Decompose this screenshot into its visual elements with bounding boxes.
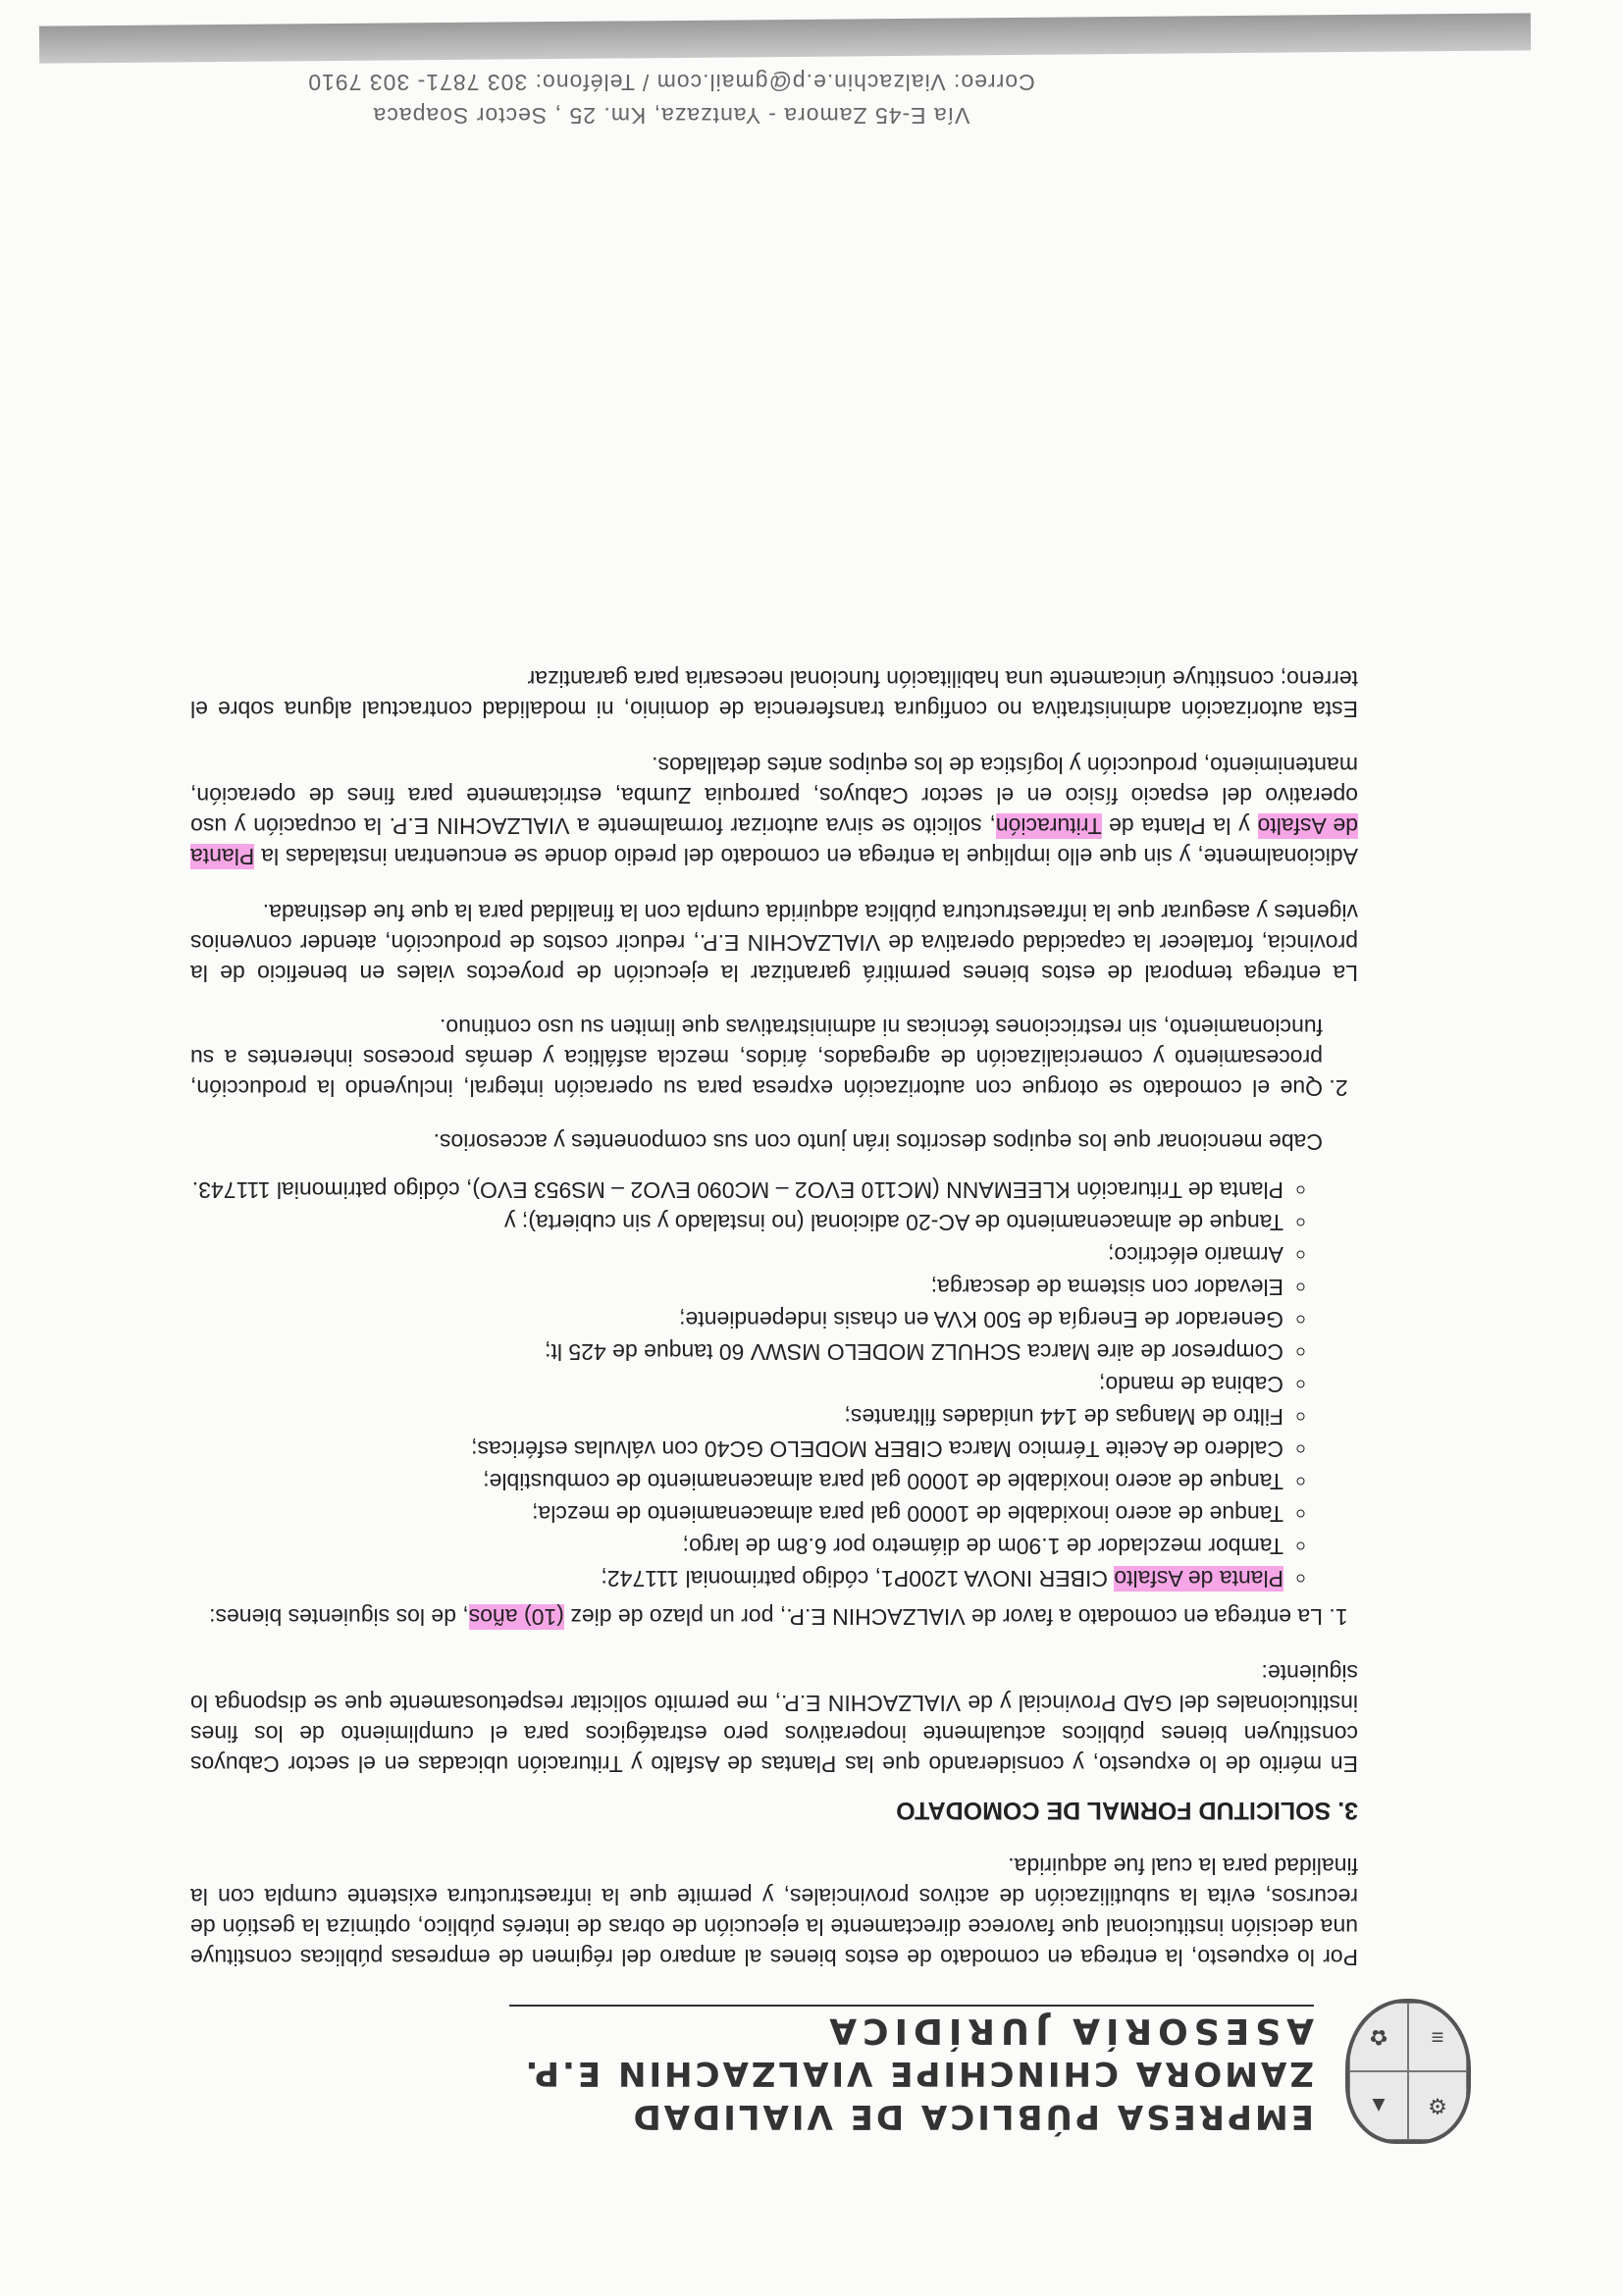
item1-text-before: La entrega en comodato a favor de VIALZACHIN E.P., por un plazo de diez <box>563 1604 1323 1630</box>
equipment-text: Tanque de acero inoxidable de 10000 gal para almacenamiento de mezcla; <box>532 1501 1283 1527</box>
equipment-item <box>190 1304 1283 1334</box>
temporal-paragraph: La entrega temporal de estos bienes permitirá garantizar la ejecución de proyectos viales en beneficio de la provincia, fortalecer la capacidad operativa de VIALZACHIN E.P., reducir costos de producción, atender convenios vigentes y asegurar que la infraestructura pública adquirida cumpla con la finalidad para la que fue destinada. <box>190 900 1358 986</box>
equipment-text: Generador de Energía de 500 KVA en chasis independiente; <box>679 1307 1283 1332</box>
section-title: 3. SOLICITUD FORMAL DE COMODATO <box>896 1797 1358 1824</box>
additional-text-2: y la Planta de <box>1101 813 1258 839</box>
letterhead-line-1: EMPRESA PÚBLICA DE VIALIDAD <box>630 2097 1314 2136</box>
shield-leaf-icon: ✿ <box>1349 2003 1408 2071</box>
highlight-trituracion: Trituración <box>995 813 1102 839</box>
components-note: Cabe mencionar que los equipos descritos irán junto con sus componentes y accesorios. <box>433 1129 1323 1155</box>
shield-mountain-icon: ▲ <box>1349 2071 1408 2140</box>
equipment-text: Elevador con sistema de descarga; <box>930 1275 1283 1300</box>
equipment-highlight: Planta de Asfalto <box>1114 1566 1283 1592</box>
letterhead <box>490 1997 1471 2144</box>
page-footer <box>269 66 1073 132</box>
equipment-text: Tanque de acero inoxidable de 10000 gal para almacenamiento de combustible; <box>483 1469 1283 1494</box>
equipment-item <box>190 1369 1283 1399</box>
additional-text-1: Adicionalmente, y sin que ello implique la entrega en comodato del predio donde se encuentran instaladas la <box>254 844 1358 869</box>
equipment-item <box>190 1434 1283 1464</box>
equipment-item <box>190 1531 1283 1561</box>
letterhead-divider <box>509 2005 1314 2007</box>
equipment-text: Planta de Trituración KLEEMANN (MC110 EVO2 – MC090 EVO2 – MS953 EVO), código patrimonial 111743. <box>191 1177 1283 1203</box>
item1-highlight-term: (10) años <box>468 1604 564 1630</box>
equipment-item <box>190 1174 1283 1205</box>
equipment-item <box>190 1563 1283 1593</box>
equipment-text: Caldero de Aceite Térmico Marca CIBER MODELO GC40 con válvulas esféricas; <box>471 1436 1283 1462</box>
additional-text-3: , solicito se sirva autorizar formalmente a VIALZACHIN E.P. la ocupación y uso operativo del espacio físico en el sector Cabuyos, parroquia Zumba, estrictamente para fines de operación, mantenimiento, producción y logística de los equipos antes detallados. <box>190 753 1358 839</box>
additional-paragraph <box>190 750 1358 871</box>
shield-road-icon: ≡ <box>1408 2003 1467 2071</box>
equipment-list <box>190 1174 1323 1593</box>
item1-text-after: , de los siguientes bienes: <box>209 1604 469 1630</box>
closing-paragraph: Esta autorización administrativa no configura transferencia de dominio, ni modalidad contractual alguna sobre el terreno; constituye únicamente una habilitación funcional necesaria para garantizar <box>190 666 1358 722</box>
equipment-item <box>190 1466 1283 1496</box>
equipment-text: Tambor mezclador de 1.90m de diámetro por 6.8m de largo; <box>682 1534 1283 1559</box>
request-item-1 <box>190 1126 1323 1632</box>
equipment-item <box>190 1498 1283 1529</box>
highlight-planta-asfalto: Planta de Asfalto <box>190 813 1358 869</box>
equipment-text: Tanque de almacenamiento de AC-20 adicional (no instalado y sin cubierta); y <box>504 1210 1283 1235</box>
equipment-text: Cabina de mando; <box>1099 1372 1283 1397</box>
request-list <box>190 1012 1358 1632</box>
intro-paragraph: Por lo expuesto, la entrega en comodato de estos bienes al amparo del régimen de empresas públicas constituye una decisión institucional que favorece directamente la ejecución de obras de interés público, optimiza la gestión de recursos, evita la subutilización de activos provinciales, y permite que la infraestructura existente cumpla con la finalidad para la cual fue adquirida. <box>190 1853 1358 1970</box>
equipment-item <box>190 1272 1283 1302</box>
document-body <box>190 638 1358 1972</box>
letterhead-text <box>522 2009 1314 2138</box>
footer-contact: Correo: Vialzachin.e.p@gmail.com / Teléfono: 303 7871- 303 7910 <box>307 70 1035 95</box>
equipment-text: Filtro de Mangas de 144 unidades filtrantes; <box>844 1404 1283 1430</box>
letterhead-line-2: ZAMORA CHINCHIPE VIALZACHIN E.P. <box>522 2054 1314 2093</box>
institution-shield-logo <box>1345 1999 1471 2144</box>
shield-gear-icon: ⚙ <box>1408 2071 1467 2140</box>
equipment-text: Armario eléctrico; <box>1108 1242 1283 1268</box>
equipment-text: Compresor de aire Marca SCHULZ MODELO MSWV 60 tanque de 425 lt; <box>545 1339 1283 1365</box>
merit-paragraph: En mérito de lo expuesto, y considerando que las Plantas de Asfalto y Trituración ubicadas en el sector Cabuyos constituyen bienes públicos actualmente inoperativos pero estratégicos para el cumplimiento de los fines institucionales del GAD Provincial y de VIALZACHIN E.P., me permito solicitar respetuosamente que se disponga lo siguiente: <box>190 1660 1358 1777</box>
letterhead-line-3: ASESORÍA JURÍDICA <box>823 2010 1314 2051</box>
equipment-item <box>190 1401 1283 1432</box>
equipment-item <box>190 1207 1283 1237</box>
equipment-item <box>190 1336 1283 1367</box>
request-item-2: 2. Que el comodato se otorgue con autorización expresa para su operación integral, incluyendo la producción, procesamiento y comercialización de agregados, áridos, mezcla asfáltica y demás procesos inherentes a su funcionamiento, sin restricciones técnicas ni administrativas que limiten su uso continuo. <box>190 1012 1323 1103</box>
footer-address: Vía E-45 Zamora - Yantzaza, Km. 25 , Sector Soapaca <box>372 103 970 129</box>
equipment-text: CIBER INOVA 1200P1, código patrimonial 111742; <box>601 1566 1115 1592</box>
equipment-item <box>190 1239 1283 1270</box>
